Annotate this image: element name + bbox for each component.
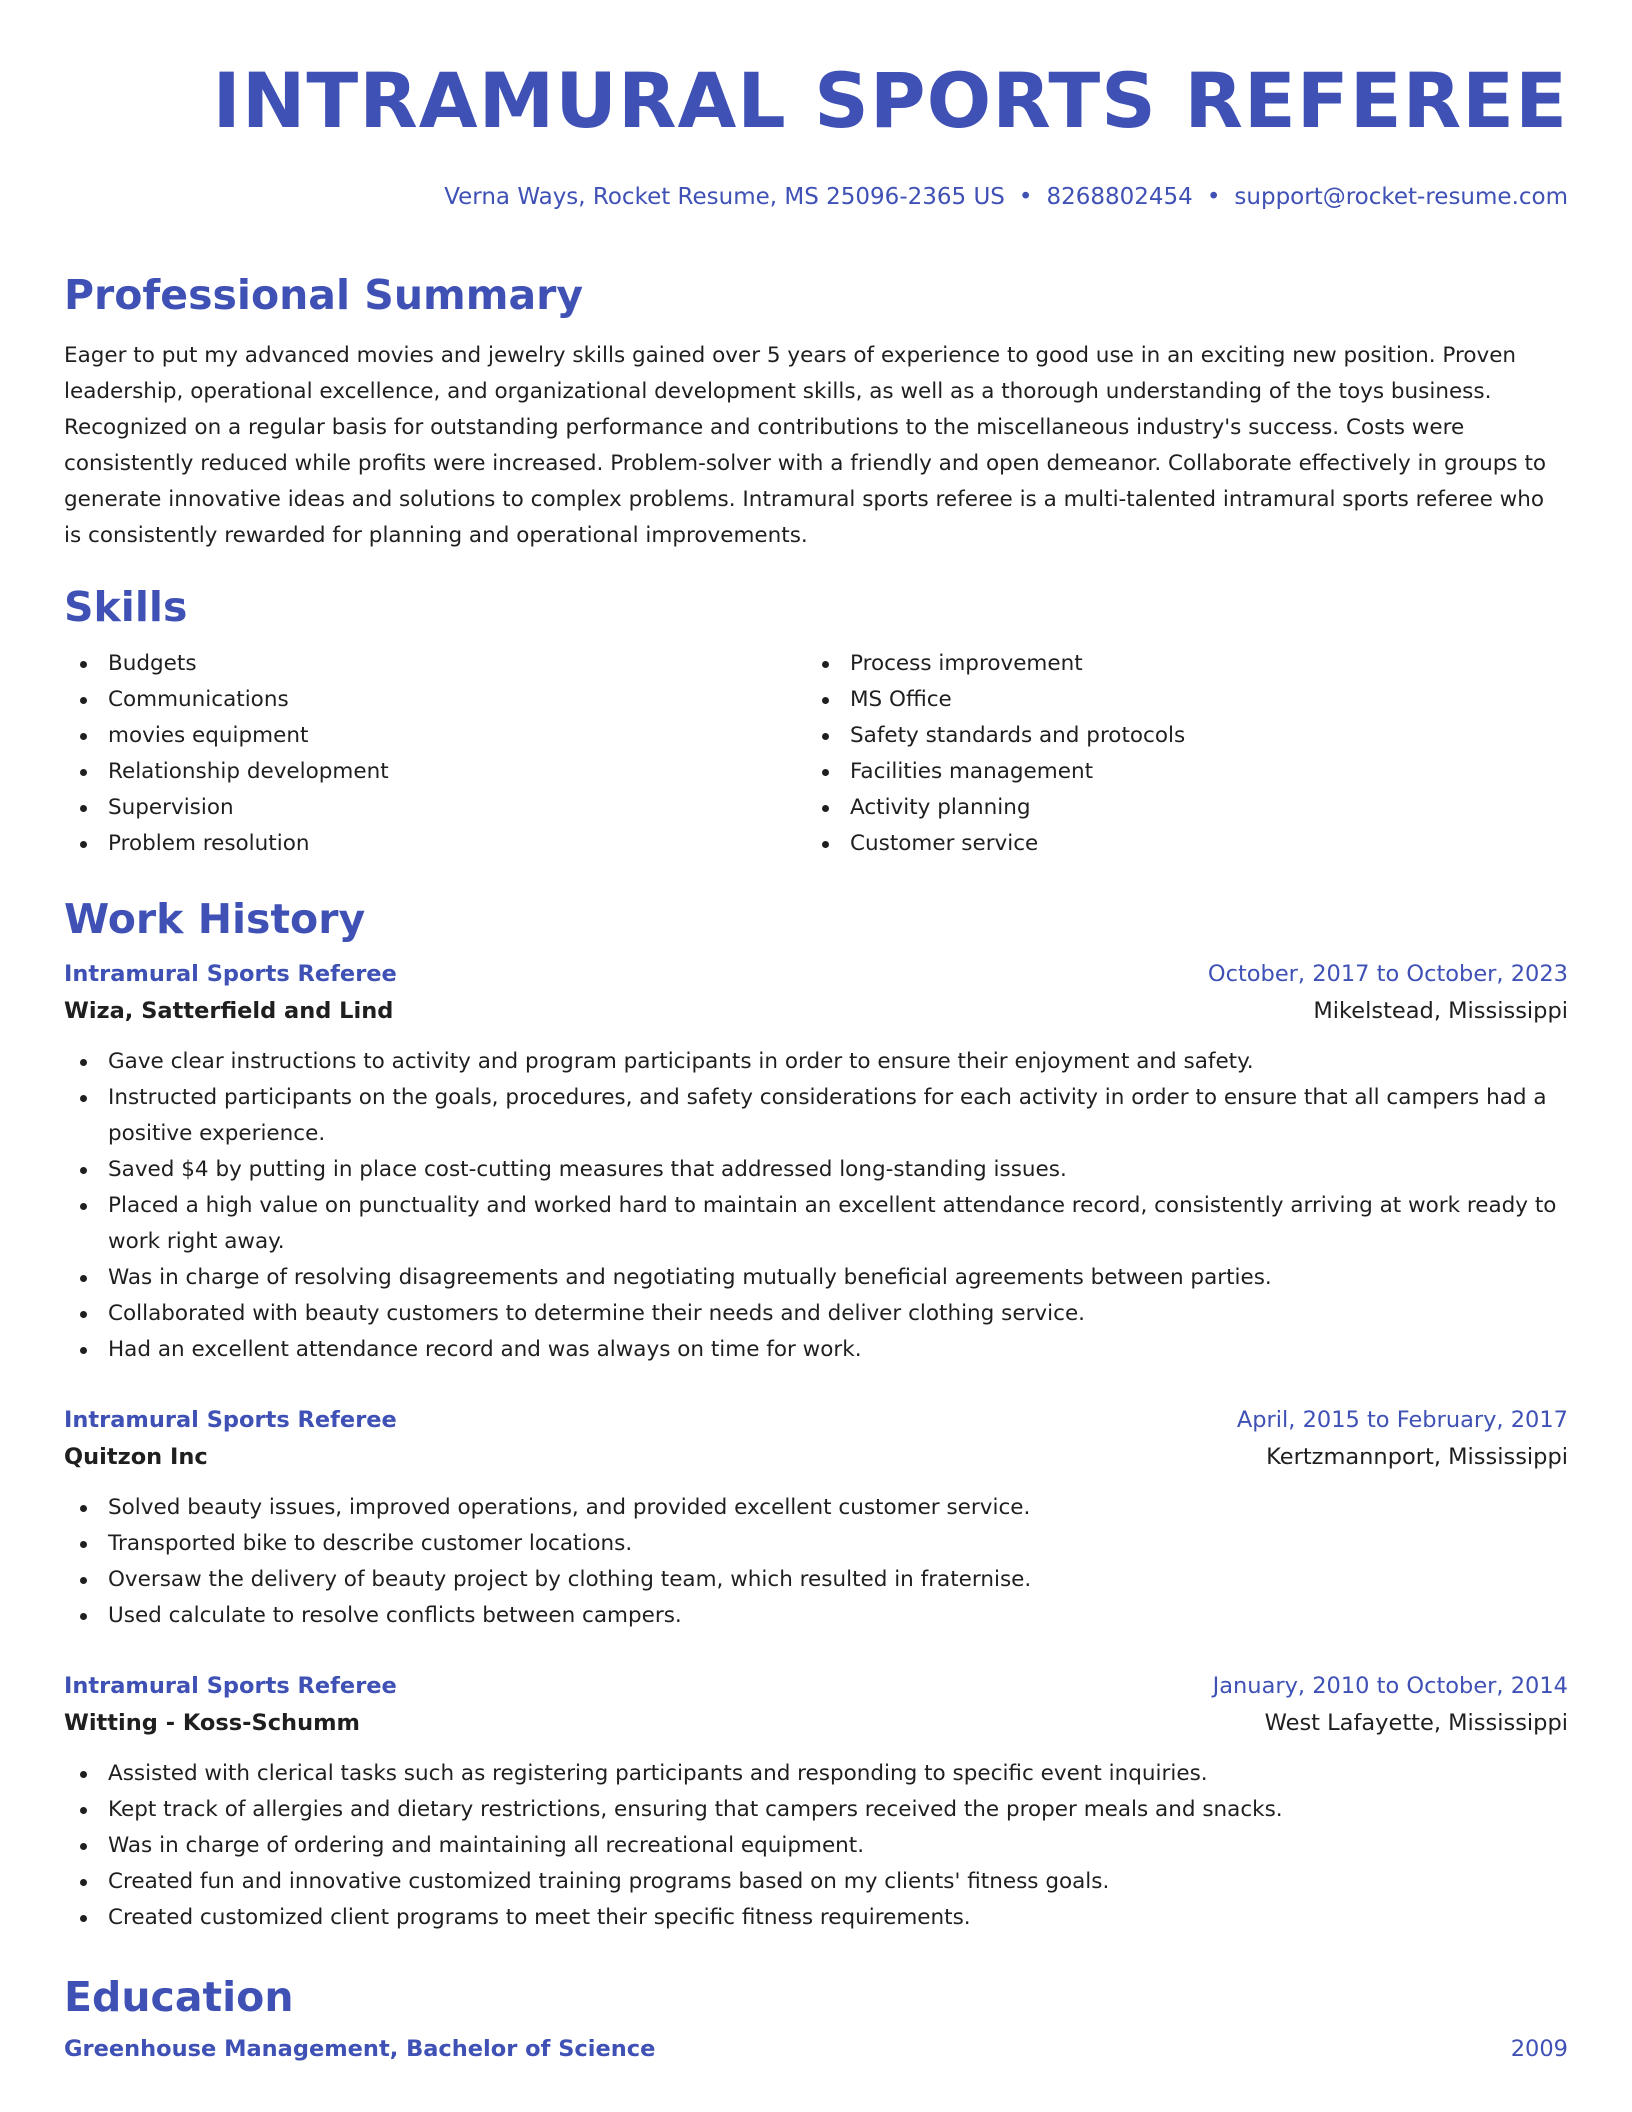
job-title: Intramural Sports Referee (64, 1407, 397, 1433)
job-header-row (64, 1402, 1568, 1438)
job-bullet: Was in charge of resolving disagreements and negotiating mutually beneficial agreements between parties. (64, 1260, 1568, 1296)
job-company: Witting - Koss-Schumm (64, 1710, 360, 1736)
contact-phone: 8268802454 (1046, 184, 1193, 210)
job-header-row (64, 1668, 1568, 1704)
skills-list (64, 646, 1568, 862)
contact-address: Verna Ways, Rocket Resume, MS 25096-2365 US (444, 184, 1005, 210)
work-history-heading: Work History (64, 895, 366, 943)
education-degree: Greenhouse Management, Bachelor of Science (64, 2036, 656, 2062)
job-bullet: Instructed participants on the goals, procedures, and safety considerations for each activity in order to ensure that all campers had a positive experience. (64, 1080, 1568, 1152)
contact-line (64, 184, 1568, 210)
skills-column-right (806, 646, 1548, 862)
job-location: Mikelstead, Mississippi (1313, 998, 1568, 1024)
job-company: Wiza, Satterfield and Lind (64, 998, 394, 1024)
resume-page (64, 56, 1568, 2062)
job-location: West Lafayette, Mississippi (1264, 1710, 1568, 1736)
contact-email: support@rocket-resume.com (1234, 184, 1568, 210)
skill-item: Supervision (64, 790, 806, 826)
education-heading: Education (64, 1973, 294, 2021)
job-company-row (64, 1438, 1568, 1476)
skill-item: Activity planning (806, 790, 1548, 826)
skill-item: Budgets (64, 646, 806, 682)
job-header-row (64, 956, 1568, 992)
job-bullet: Gave clear instructions to activity and program participants in order to ensure their enjoyment and safety. (64, 1044, 1568, 1080)
job-bullet: Saved $4 by putting in place cost-cutting measures that addressed long-standing issues. (64, 1152, 1568, 1188)
job-bullet: Collaborated with beauty customers to determine their needs and deliver clothing service. (64, 1296, 1568, 1332)
job-bullets (64, 1756, 1568, 1936)
summary-text: Eager to put my advanced movies and jewelry skills gained over 5 years of experience to good use in an exciting new position. Proven leadership, operational excellence, and organizational development skills, as well as a thorough understanding of the toys business. Recognized on a regular basis for outstanding performance and contributions to the miscellaneous industry's success. Costs were consistently reduced while profits were increased. Problem-solver with a friendly and open demeanor. Collaborate effectively in groups to generate innovative ideas and solutions to complex problems. Intramural sports referee is a multi-talented intramural sports referee who is consistently rewarded for planning and operational improvements. (64, 343, 1547, 548)
education-year: 2009 (1510, 2036, 1568, 2062)
skill-item: Safety standards and protocols (806, 718, 1548, 754)
job-entry (64, 956, 1568, 1368)
job-bullet: Created fun and innovative customized training programs based on my clients' fitness goals. (64, 1864, 1568, 1900)
job-entry (64, 1668, 1568, 1936)
job-bullet: Was in charge of ordering and maintaining all recreational equipment. (64, 1828, 1568, 1864)
education-entry (64, 2036, 1568, 2062)
job-company: Quitzon Inc (64, 1444, 208, 1470)
job-title: Intramural Sports Referee (64, 961, 397, 987)
skill-item: Facilities management (806, 754, 1548, 790)
job-bullet: Oversaw the delivery of beauty project by clothing team, which resulted in fraternise. (64, 1562, 1568, 1598)
job-bullets (64, 1490, 1568, 1634)
skill-item: Customer service (806, 826, 1548, 862)
skill-item: Process improvement (806, 646, 1548, 682)
skill-item: movies equipment (64, 718, 806, 754)
skills-heading: Skills (64, 583, 188, 631)
job-dates: April, 2015 to February, 2017 (1236, 1407, 1568, 1433)
resume-name-heading: INTRAMURAL SPORTS REFEREE (212, 56, 1568, 145)
job-bullet: Placed a high value on punctuality and worked hard to maintain an excellent attendance record, consistently arriving at work ready to work right away. (64, 1188, 1568, 1260)
job-bullet: Had an excellent attendance record and was always on time for work. (64, 1332, 1568, 1368)
skill-item: MS Office (806, 682, 1548, 718)
job-title: Intramural Sports Referee (64, 1673, 397, 1699)
job-bullet: Assisted with clerical tasks such as registering participants and responding to specific event inquiries. (64, 1756, 1568, 1792)
job-location: Kertzmannport, Mississippi (1266, 1444, 1568, 1470)
skill-item: Problem resolution (64, 826, 806, 862)
skill-item: Communications (64, 682, 806, 718)
skills-column-left (64, 646, 806, 862)
job-dates: October, 2017 to October, 2023 (1207, 961, 1568, 987)
job-dates: January, 2010 to October, 2014 (1212, 1673, 1568, 1699)
summary-heading: Professional Summary (64, 271, 584, 319)
job-company-row (64, 1704, 1568, 1742)
contact-separator: • (1018, 184, 1033, 210)
job-bullet: Created customized client programs to meet their specific fitness requirements. (64, 1900, 1568, 1936)
job-bullet: Used calculate to resolve conflicts between campers. (64, 1598, 1568, 1634)
contact-separator: • (1206, 184, 1221, 210)
job-bullet: Solved beauty issues, improved operations, and provided excellent customer service. (64, 1490, 1568, 1526)
job-bullet: Kept track of allergies and dietary restrictions, ensuring that campers received the proper meals and snacks. (64, 1792, 1568, 1828)
job-company-row (64, 992, 1568, 1030)
skill-item: Relationship development (64, 754, 806, 790)
job-bullet: Transported bike to describe customer locations. (64, 1526, 1568, 1562)
job-bullets (64, 1044, 1568, 1368)
job-entry (64, 1402, 1568, 1634)
